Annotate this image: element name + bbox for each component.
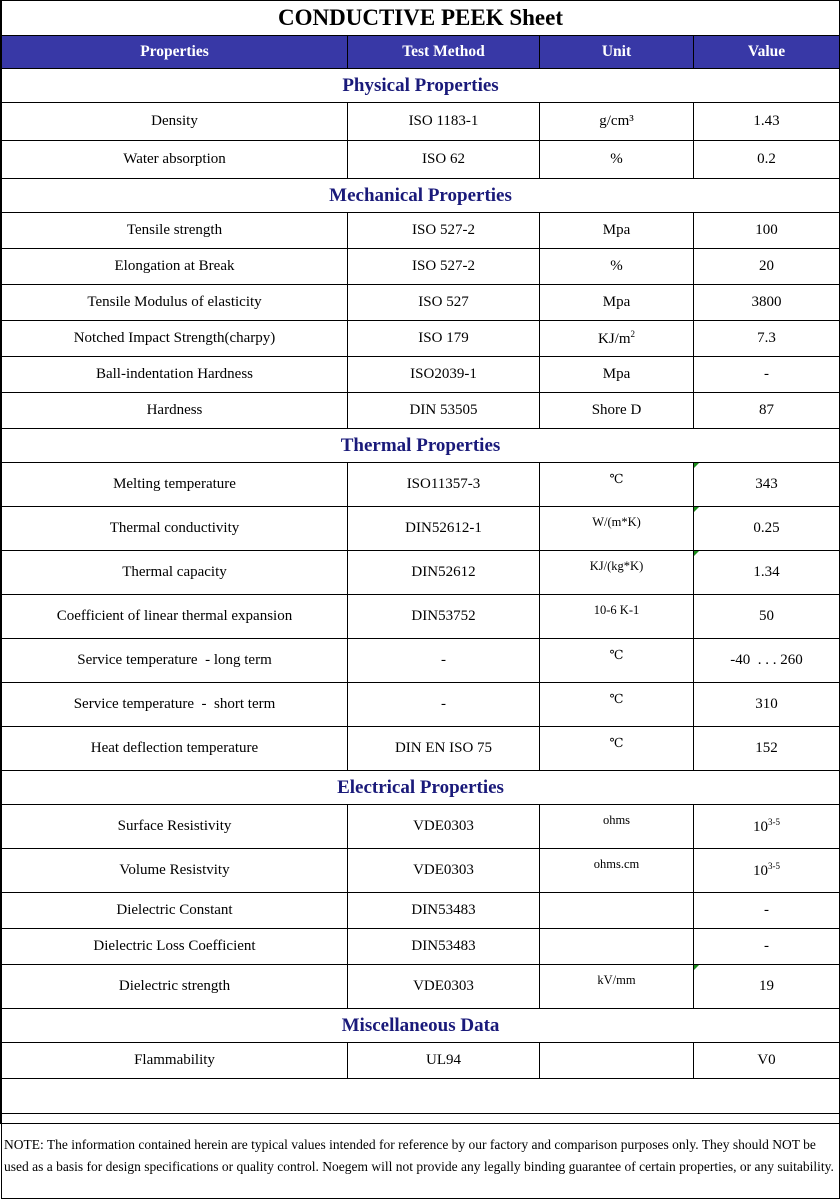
section-physical: Physical Properties [2, 69, 840, 103]
unit-cell: Shore D [540, 393, 694, 429]
property-cell: Flammability [2, 1043, 348, 1079]
value-cell: 152 [694, 727, 840, 771]
property-cell: Dielectric Loss Coefficient [2, 929, 348, 965]
value-cell: 1.43 [694, 103, 840, 141]
section-thermal: Thermal Properties [2, 429, 840, 463]
value-cell [694, 805, 840, 849]
method-cell: DIN53752 [348, 595, 540, 639]
section-row [2, 69, 840, 103]
method-cell: VDE0303 [348, 965, 540, 1009]
property-cell: Water absorption [2, 141, 348, 179]
value-base: 10 [753, 863, 769, 879]
table-row [2, 639, 840, 683]
value-cell: 3800 [694, 285, 840, 321]
section-row [2, 771, 840, 805]
method-cell: - [348, 639, 540, 683]
table-row [2, 321, 840, 357]
unit-cell: ℃ [540, 683, 694, 727]
unit-cell: % [540, 141, 694, 179]
property-cell: Thermal capacity [2, 551, 348, 595]
method-cell: ISO 527-2 [348, 213, 540, 249]
method-cell: - [348, 683, 540, 727]
section-row [2, 429, 840, 463]
value-cell: 1.34 [694, 551, 840, 595]
unit-cell [540, 321, 694, 357]
section-electrical: Electrical Properties [2, 771, 840, 805]
value-base: 10 [753, 819, 769, 835]
unit-cell: ohms [540, 805, 694, 849]
table-row [2, 463, 840, 507]
unit-cell [540, 929, 694, 965]
method-cell: DIN52612-1 [348, 507, 540, 551]
property-cell: Coefficient of linear thermal expansion [2, 595, 348, 639]
value-cell: - [694, 357, 840, 393]
property-cell: Thermal conductivity [2, 507, 348, 551]
header-unit: Unit [540, 36, 694, 69]
method-cell: ISO 527 [348, 285, 540, 321]
table-row [2, 507, 840, 551]
value-cell: 0.25 [694, 507, 840, 551]
value-cell: -40 . . . 260 [694, 639, 840, 683]
unit-cell: Mpa [540, 285, 694, 321]
property-cell: Dielectric strength [2, 965, 348, 1009]
unit-cell: ℃ [540, 639, 694, 683]
property-cell: Ball-indentation Hardness [2, 357, 348, 393]
value-cell: 343 [694, 463, 840, 507]
disclaimer-note: NOTE: The information contained herein are typical values intended for reference by our factory and comparison purposes only. They should NOT be used as a basis for design specifications or quality control. Noegem will not provide any legally binding guarantee of certain properties, or any suitability. [2, 1114, 840, 1199]
header-test-method: Test Method [348, 36, 540, 69]
unit-base: KJ/m [597, 331, 631, 347]
property-cell: Surface Resistivity [2, 805, 348, 849]
section-row [2, 1009, 840, 1043]
unit-cell: g/cm³ [540, 103, 694, 141]
method-cell: ISO 179 [348, 321, 540, 357]
header-value: Value [694, 36, 840, 69]
unit-cell: W/(m*K) [540, 507, 694, 551]
property-cell: Density [2, 103, 348, 141]
property-cell: Service temperature - long term [2, 639, 348, 683]
method-cell: DIN EN ISO 75 [348, 727, 540, 771]
value-cell: 19 [694, 965, 840, 1009]
unit-cell: Mpa [540, 213, 694, 249]
value-superscript: 3-5 [768, 861, 781, 871]
unit-cell: KJ/(kg*K) [540, 551, 694, 595]
unit-cell: ℃ [540, 463, 694, 507]
unit-cell: Mpa [540, 357, 694, 393]
note-row [2, 1114, 840, 1199]
unit-cell: ohms.cm [540, 849, 694, 893]
unit-cell: 10-6 K-1 [540, 595, 694, 639]
section-row [2, 179, 840, 213]
property-cell: Volume Resistvity [2, 849, 348, 893]
property-cell: Tensile strength [2, 213, 348, 249]
property-cell: Notched Impact Strength(charpy) [2, 321, 348, 357]
properties-table [1, 1, 840, 1199]
value-cell: 7.3 [694, 321, 840, 357]
method-cell: VDE0303 [348, 849, 540, 893]
method-cell: ISO 1183-1 [348, 103, 540, 141]
property-cell: Elongation at Break [2, 249, 348, 285]
table-row [2, 249, 840, 285]
property-cell: Hardness [2, 393, 348, 429]
sheet-title: CONDUCTIVE PEEK Sheet [2, 1, 840, 36]
property-cell: Service temperature - short term [2, 683, 348, 727]
table-row [2, 849, 840, 893]
unit-cell [540, 893, 694, 929]
spacer-row [2, 1079, 840, 1114]
value-cell: V0 [694, 1043, 840, 1079]
property-cell: Dielectric Constant [2, 893, 348, 929]
table-row [2, 727, 840, 771]
empty-cell [2, 1079, 840, 1114]
title-row [2, 1, 840, 36]
value-cell: 310 [694, 683, 840, 727]
method-cell: ISO2039-1 [348, 357, 540, 393]
method-cell: UL94 [348, 1043, 540, 1079]
value-superscript: 3-5 [768, 817, 781, 827]
value-cell: - [694, 929, 840, 965]
table-row [2, 357, 840, 393]
unit-superscript: 2 [630, 329, 635, 339]
value-cell: 20 [694, 249, 840, 285]
method-cell: DIN53483 [348, 893, 540, 929]
unit-cell: ℃ [540, 727, 694, 771]
table-row [2, 1043, 840, 1079]
table-row [2, 141, 840, 179]
value-cell: 87 [694, 393, 840, 429]
property-cell: Heat deflection temperature [2, 727, 348, 771]
method-cell: ISO 527-2 [348, 249, 540, 285]
value-cell [694, 849, 840, 893]
section-mechanical: Mechanical Properties [2, 179, 840, 213]
method-cell: ISO11357-3 [348, 463, 540, 507]
property-cell: Tensile Modulus of elasticity [2, 285, 348, 321]
value-cell: - [694, 893, 840, 929]
property-cell: Melting temperature [2, 463, 348, 507]
value-cell: 0.2 [694, 141, 840, 179]
value-cell: 100 [694, 213, 840, 249]
table-row [2, 805, 840, 849]
table-row [2, 893, 840, 929]
table-row [2, 595, 840, 639]
unit-cell [540, 1043, 694, 1079]
table-row [2, 929, 840, 965]
table-row [2, 965, 840, 1009]
unit-cell: kV/mm [540, 965, 694, 1009]
section-misc: Miscellaneous Data [2, 1009, 840, 1043]
header-properties: Properties [2, 36, 348, 69]
method-cell: DIN53483 [348, 929, 540, 965]
table-row [2, 103, 840, 141]
table-row [2, 683, 840, 727]
header-row [2, 36, 840, 69]
value-cell: 50 [694, 595, 840, 639]
table-row [2, 285, 840, 321]
method-cell: DIN52612 [348, 551, 540, 595]
table-row [2, 393, 840, 429]
method-cell: VDE0303 [348, 805, 540, 849]
method-cell: DIN 53505 [348, 393, 540, 429]
method-cell: ISO 62 [348, 141, 540, 179]
unit-cell: % [540, 249, 694, 285]
table-row [2, 213, 840, 249]
table-row [2, 551, 840, 595]
